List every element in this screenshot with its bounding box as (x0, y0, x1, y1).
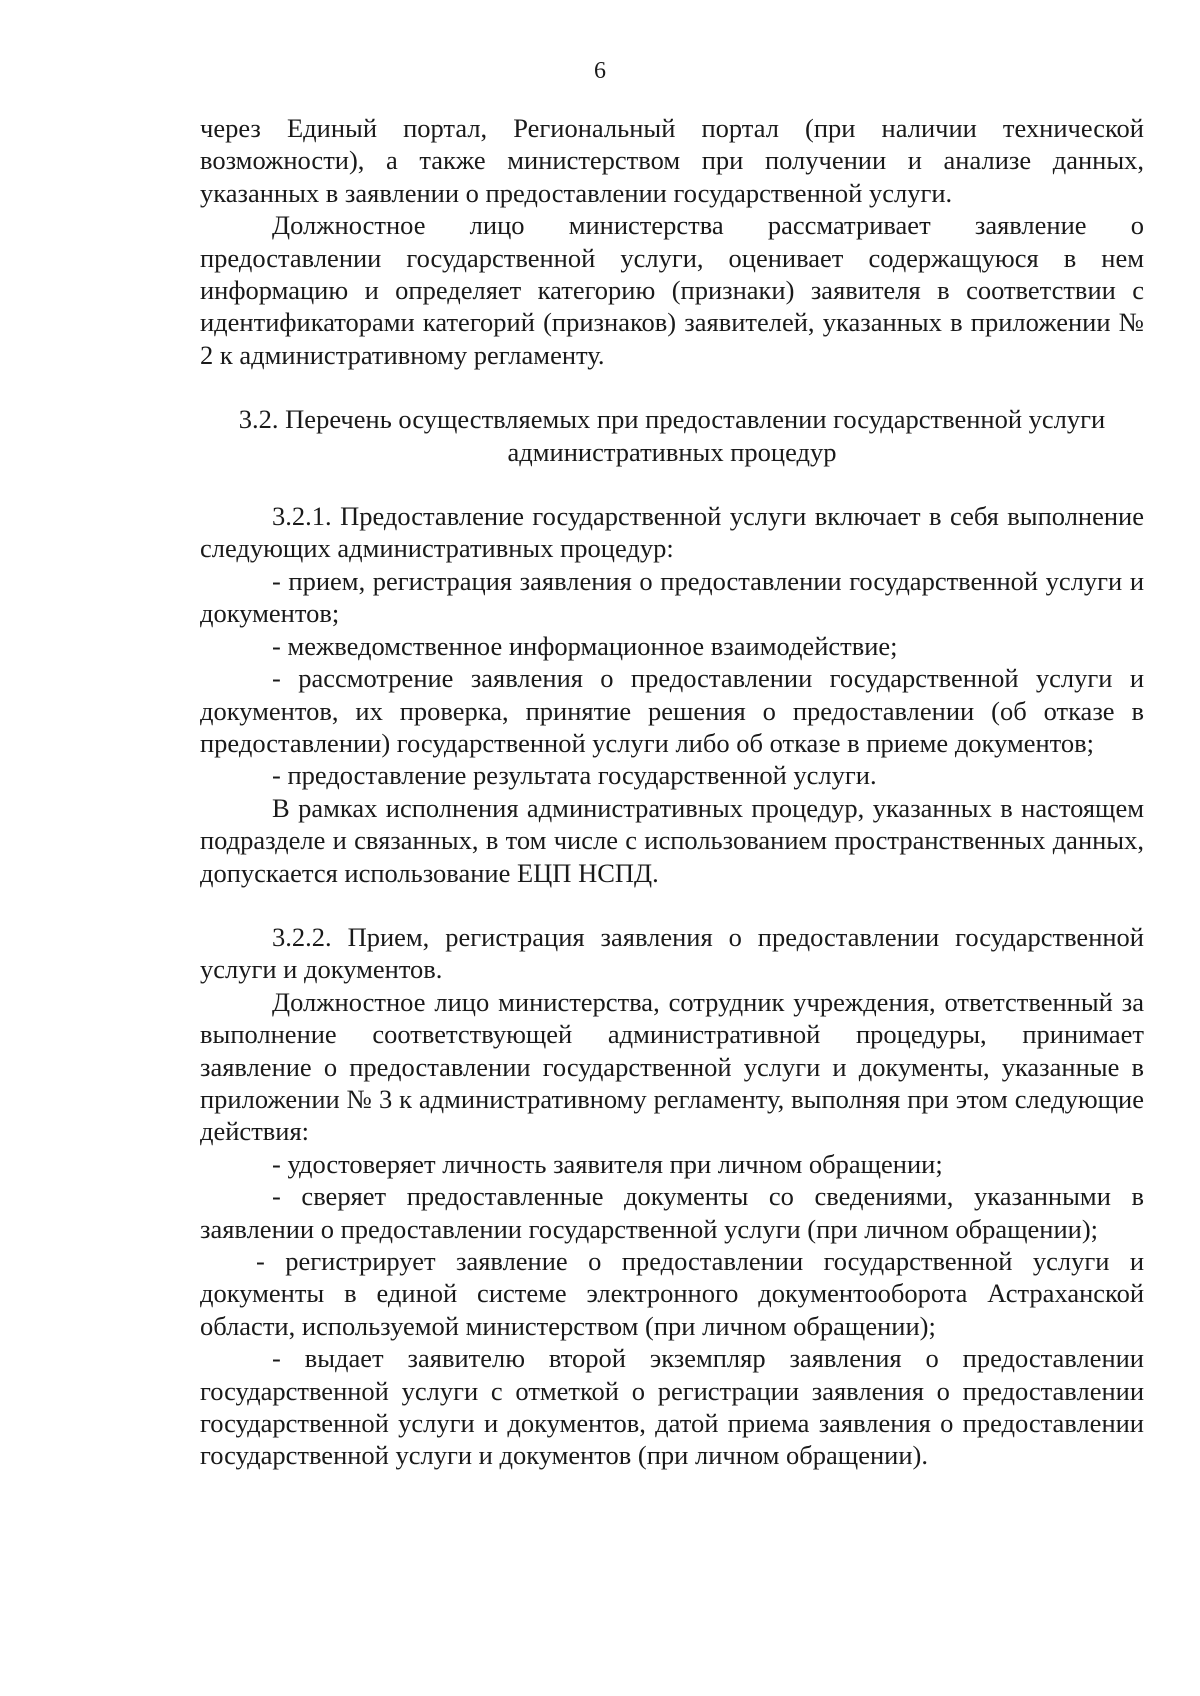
paragraph-official-accepts: Должностное лицо министерства, сотрудник учреждения, ответственный за выполнение соответствующей административной процедуры, принимает заявление о предоставлении государственной услуги и документы, указанные в приложении № 3 к административному регламенту, выполняя при этом следующие действия: (200, 986, 1144, 1147)
paragraph-portal-continuation: через Единый портал, Региональный портал (при наличии технической возможности), а также министерством при получении и анализе данных, указанных в заявлении о предоставлении государственной услуги. (200, 113, 1144, 208)
paragraph-3-2-1: 3.2.1. Предоставление государственной услуги включает в себя выполнение следующих административных процедур: (200, 501, 1144, 564)
list-item-result: - предоставление результата государственной услуги. (272, 760, 877, 791)
list-item-verify-identity: - удостоверяет личность заявителя при личном обращении; (272, 1148, 943, 1179)
paragraph-3-2-2: 3.2.2. Прием, регистрация заявления о предоставлении государственной услуги и документов. (200, 921, 1144, 985)
paragraph-ecp-nspd: В рамках исполнения административных процедур, указанных в настоящем подразделе и связанных, в том числе с использованием пространственных данных, допускается использование ЕЦП НСПД. (200, 792, 1144, 888)
list-item-issue-copy: - выдает заявителю второй экземпляр заявления о предоставлении государственной услуги с отметкой о регистрации заявления о предоставлении государственной услуги и документов, датой приема заявления о предоставлении государственной услуги и документов (при личном обращении). (200, 1343, 1144, 1471)
list-item-interagency: - межведомственное информационное взаимодействие; (272, 630, 898, 661)
list-item-register: - регистрирует заявление о предоставлении государственной услуги и документы в единой системе электронного документооборота Астраханской области, используемой министерством (при личном обращении); (200, 1246, 1144, 1341)
section-heading-3-2: 3.2. Перечень осуществляемых при предоставлении государственной услуги административных процедур (238, 404, 1106, 467)
paragraph-official-review: Должностное лицо министерства рассматривает заявление о предоставлении государственной услуги, оценивает содержащуюся в нем информацию и определяет категорию (признаки) заявителя в соответствии с идентификаторами категорий (признаков) заявителей, указанных в приложении № 2 к административному регламенту. (200, 210, 1144, 370)
list-item-consideration: - рассмотрение заявления о предоставлении государственной услуги и документов, их проверка, принятие решения о предоставлении (об отказе в предоставлении) государственной услуги либо об отказе в приеме документов; (200, 663, 1144, 758)
page-number: 6 (594, 58, 606, 84)
list-item-reception: - прием, регистрация заявления о предоставлении государственной услуги и документов; (200, 565, 1144, 629)
list-item-check-documents: - сверяет предоставленные документы со сведениями, указанными в заявлении о предоставлении государственной услуги (при личном обращении); (200, 1181, 1144, 1244)
document-body (200, 112, 1144, 1472)
